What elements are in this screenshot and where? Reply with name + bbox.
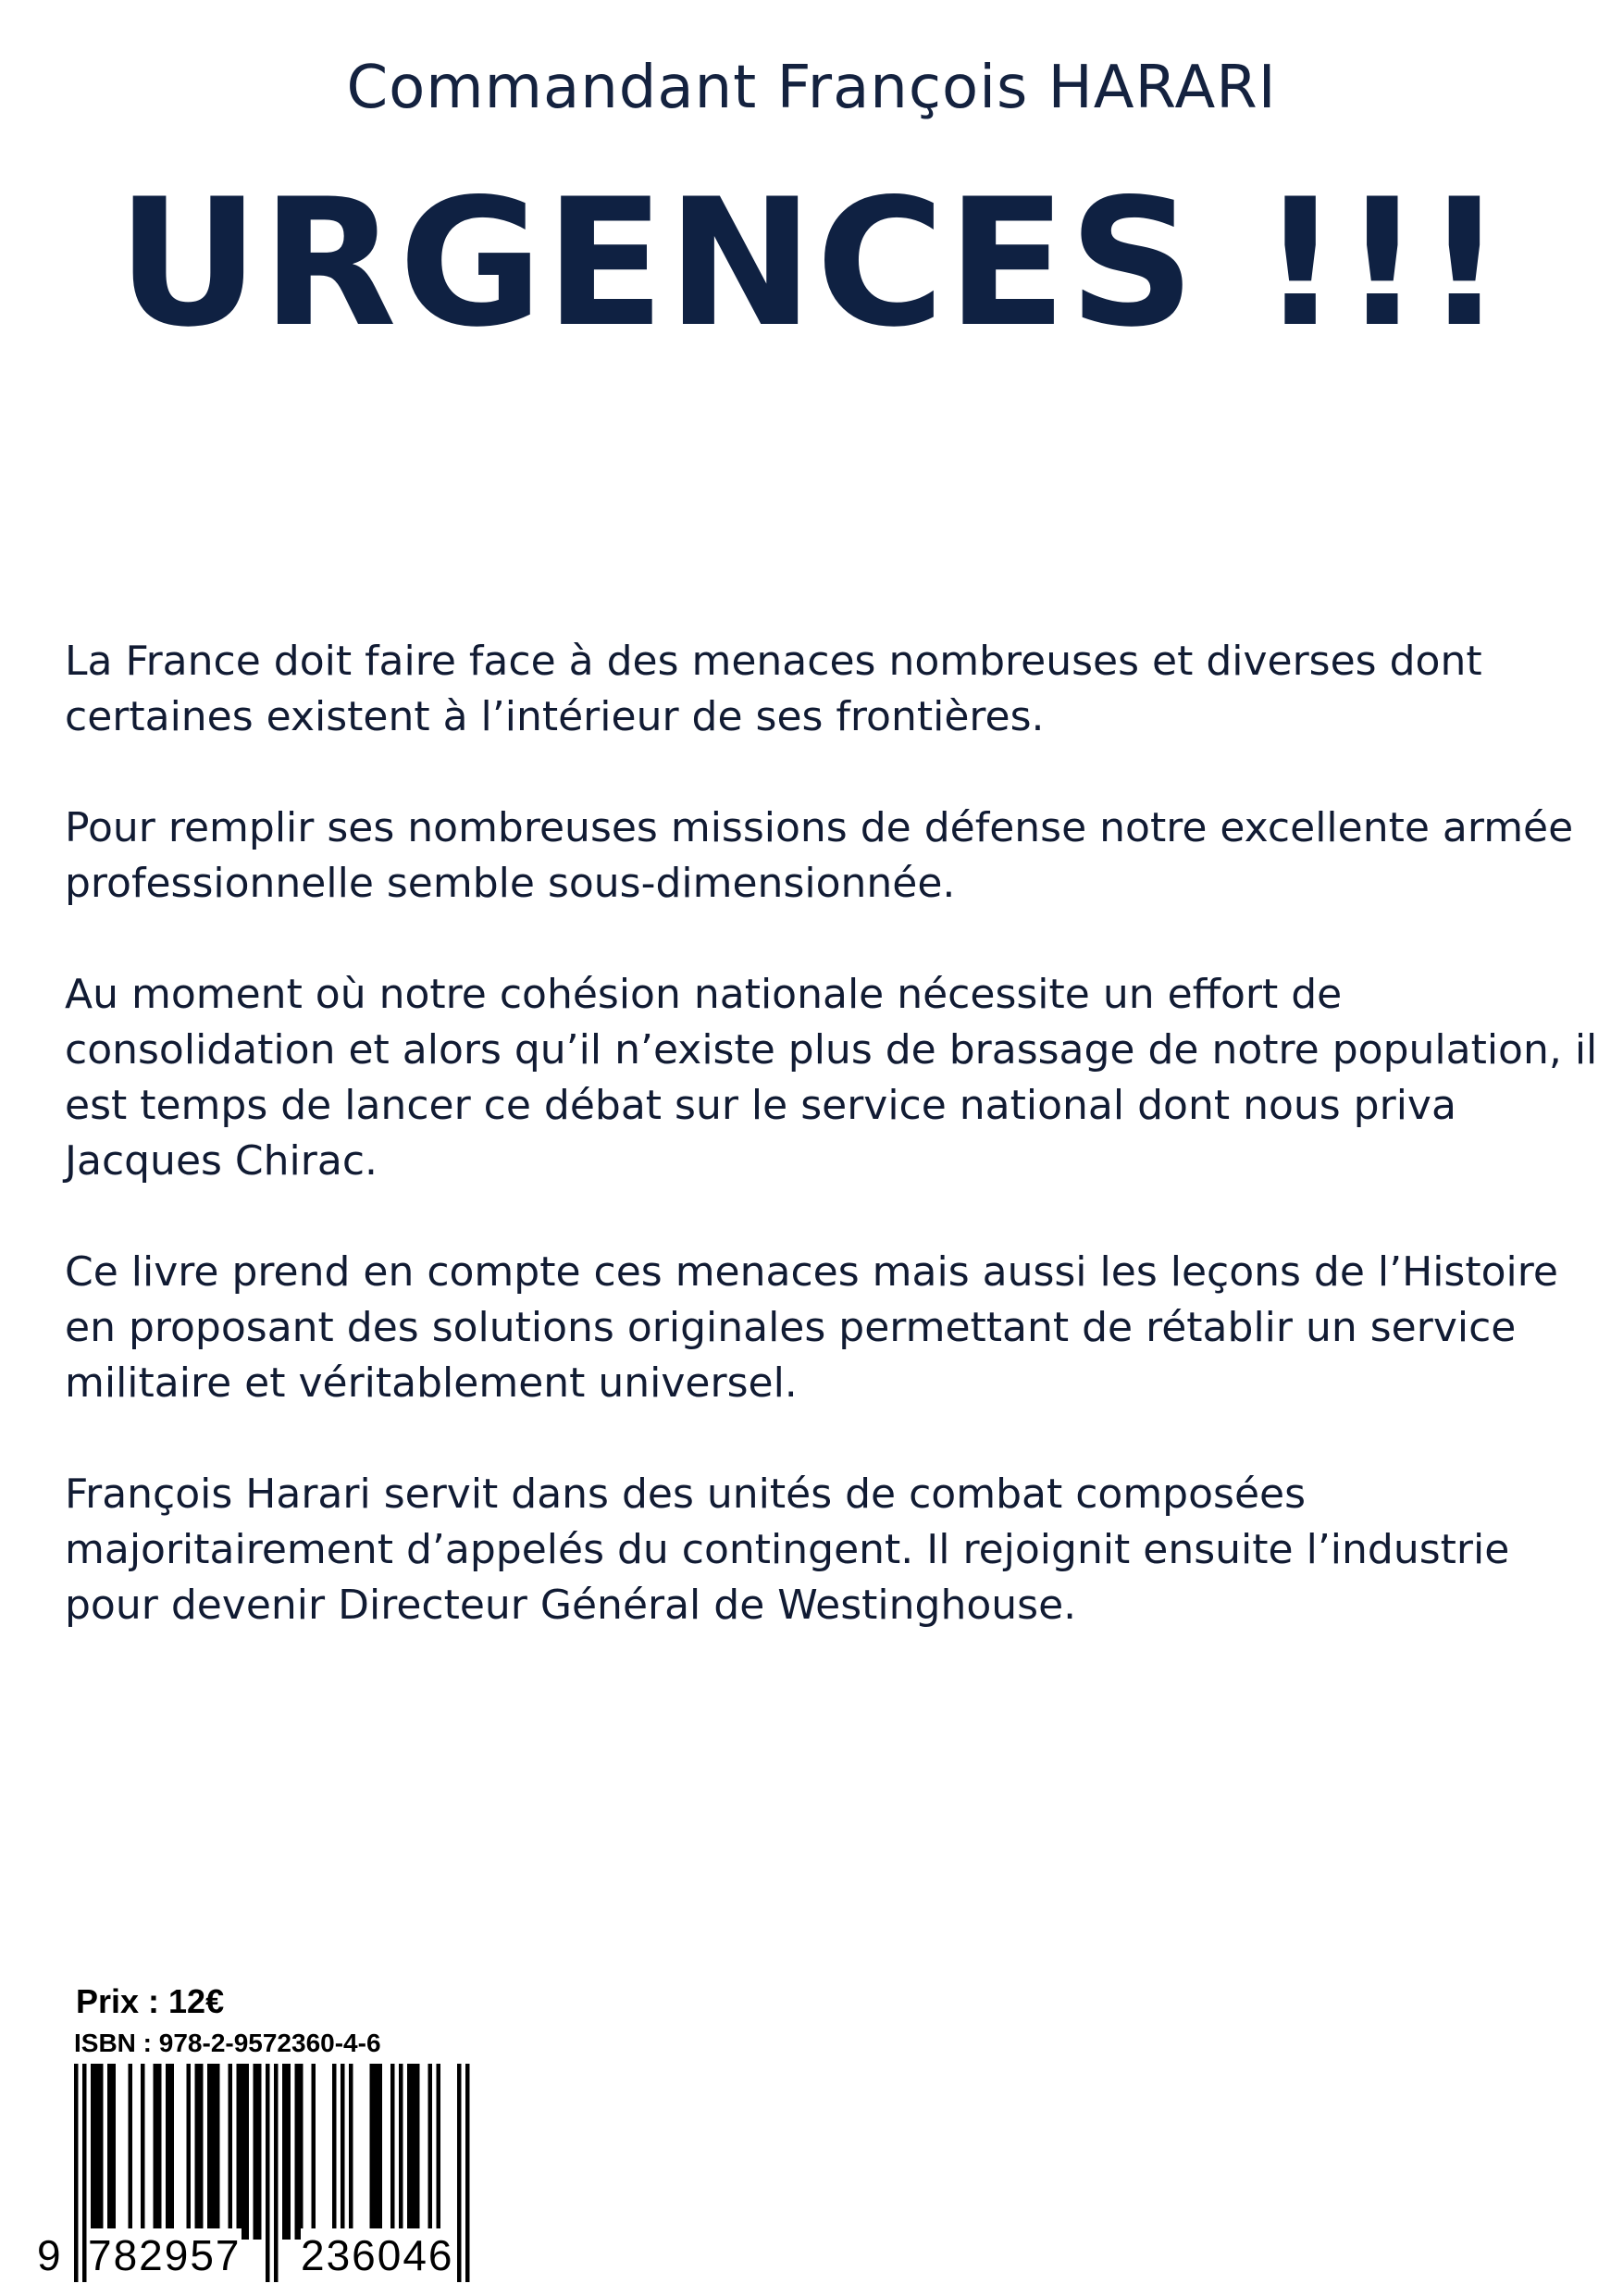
blurb-paragraph: François Harari servit dans des unités de combat composées majoritairement d’appelés du contingent. Il rejoignit ensuite l’industrie pour devenir Directeur Général de Westinghouse. [65, 1471, 1510, 1629]
back-cover-blurb [65, 634, 1601, 1689]
barcode-bar [95, 2064, 100, 2240]
barcode-bar [99, 2064, 104, 2240]
barcode-digits [37, 2228, 509, 2284]
barcode-bar [207, 2064, 212, 2240]
barcode-bar [341, 2064, 345, 2240]
barcode-bar [157, 2064, 162, 2240]
blurb-paragraph: Au moment où notre cohésion nationale nécessite un effort de consolidation et alors qu’il n’existe plus de brassage de notre population, il est temps de lancer ce débat sur le service national dont nous priva Jacques Chirac. [65, 971, 1598, 1185]
barcode-bar [390, 2064, 395, 2240]
barcode-bar [428, 2064, 433, 2240]
barcode-bar [287, 2064, 291, 2240]
barcode-right-group: 236046 [301, 2228, 454, 2282]
isbn-label: ISBN : 978-2-9572360-4-6 [74, 2029, 381, 2057]
barcode-bar [141, 2064, 145, 2240]
barcode-bar [216, 2064, 220, 2240]
barcode-bar [412, 2064, 416, 2240]
price-label: Prix : 12€ [76, 1982, 225, 2020]
barcode-bar [154, 2064, 158, 2240]
blurb-paragraph: La France doit faire face à des menaces nombreuses et diverses dont certaines existent à l’intérieur de ses frontières. [65, 638, 1482, 740]
barcode-bar [129, 2064, 133, 2240]
barcode-bar [107, 2064, 112, 2240]
barcode-bar [245, 2064, 250, 2240]
barcode-bar [170, 2064, 175, 2240]
barcode-bar [112, 2064, 117, 2240]
barcode-bar [332, 2064, 337, 2240]
barcode-bar [370, 2064, 375, 2240]
barcode-bar [299, 2064, 304, 2240]
barcode-bar [374, 2064, 378, 2240]
barcode-bar [241, 2064, 245, 2240]
barcode-bar [187, 2064, 192, 2240]
blurb-paragraph: Ce livre prend en compte ces menaces mais aussi les leçons de l’Histoire en proposant des solutions originales permettant de rétablir un service militaire et véritablement universel. [65, 1248, 1558, 1407]
barcode-bar [257, 2064, 262, 2240]
barcode-bar [212, 2064, 217, 2240]
barcode-bar [199, 2064, 204, 2240]
barcode-bar [399, 2064, 403, 2240]
barcode-first-digit: 9 [37, 2228, 61, 2282]
barcode-bar [166, 2064, 170, 2240]
barcode-bar [282, 2064, 287, 2240]
barcode-bar [407, 2064, 412, 2240]
barcode-bar [437, 2064, 441, 2240]
barcode-bar [237, 2064, 242, 2240]
barcode-left-group: 782957 [88, 2228, 242, 2282]
barcode-bar [378, 2064, 383, 2240]
barcode-bar [254, 2064, 258, 2240]
barcode-bar [312, 2064, 316, 2240]
barcode-bar [295, 2064, 300, 2240]
barcode-bar [229, 2064, 233, 2240]
book-title: URGENCES !!! [117, 161, 1506, 366]
barcode-bar [91, 2064, 95, 2240]
blurb-paragraph: Pour remplir ses nombreuses missions de défense notre excellente armée professionnelle semble sous-dimensionnée. [65, 804, 1574, 907]
barcode-bar [349, 2064, 353, 2240]
barcode-bar [415, 2064, 420, 2240]
barcode-bar [195, 2064, 200, 2240]
author-name: Commandant François HARARI [346, 54, 1277, 122]
